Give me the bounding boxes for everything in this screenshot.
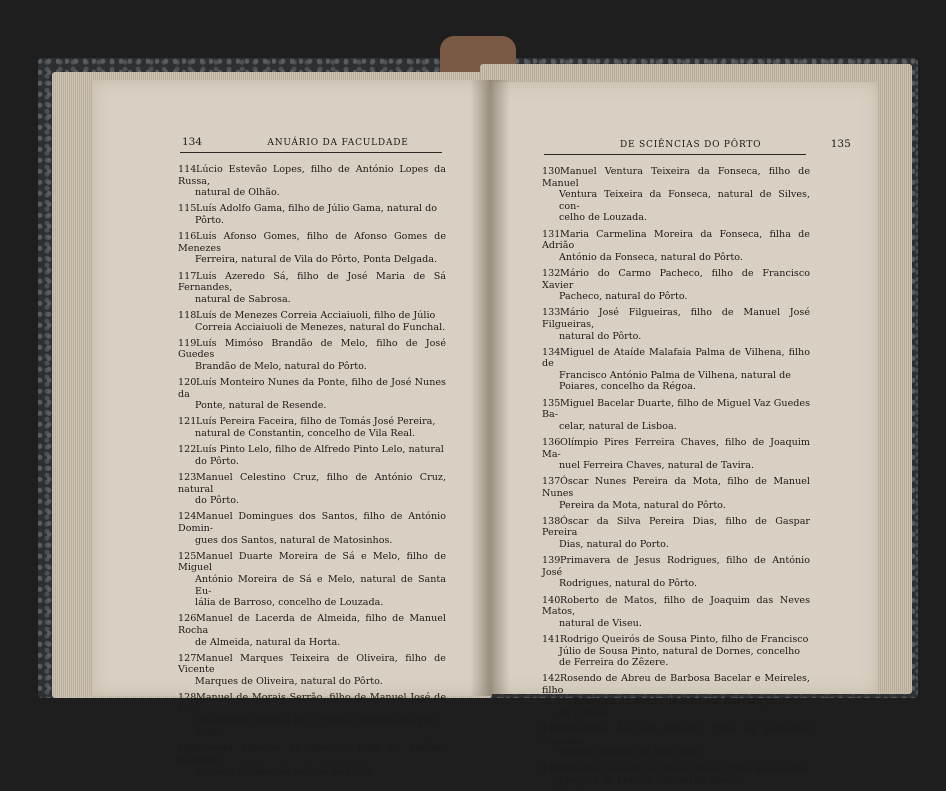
entry-first-line: [542, 229, 810, 252]
entry-text: Maria Carmelina Moreira da Fonseca, filha de Adrião: [542, 228, 810, 252]
entry-continuation-line: Real.: [195, 726, 220, 738]
student-entry: [178, 203, 446, 226]
entry-continuation-line: Ferreira, natural de Vila do Pôrto, Ponta Delgada.: [195, 254, 438, 266]
entry-continuation-line: Pereira da Mota, natural do Pôrto.: [559, 499, 726, 511]
entry-text: Miguel Bacelar Duarte, filho de Miguel Vaz Guedes Ba-: [542, 397, 810, 421]
entry-first-line: [178, 231, 446, 254]
entry-first-line: [178, 613, 446, 636]
entry-text: Sebastião Augusto Ribeiro, filho de Jerónimo Augusto: [542, 724, 810, 747]
entry-first-line: [542, 673, 810, 696]
entry-number: 129: [178, 743, 197, 755]
entry-number: 114: [178, 164, 197, 175]
student-entry: [178, 444, 446, 467]
entry-continuation-line: António Moreira de Sá e Melo, natural de Santa Eu-: [195, 573, 446, 597]
entry-number: 137: [542, 476, 561, 488]
entry-text: Rosendo de Abreu de Barbosa Bacelar e Meireles, filho: [542, 673, 810, 696]
entry-number: 127: [178, 652, 197, 664]
student-entry: [542, 516, 810, 551]
entry-continuation-line: nuel Ferreira Chaves, natural de Tavira.: [559, 460, 755, 472]
entry-number: 120: [178, 377, 197, 389]
entry-first-line: [542, 764, 810, 776]
entry-continuation-line: Moreira do Amaral, natural do Pôrto.: [195, 766, 376, 778]
entry-continuation-line: de Lisboa.: [559, 708, 609, 720]
entry-text: Manuel Moreira do Amaral, filho de António Augusto: [178, 743, 446, 766]
entry-text: Luís Mimóso Brandão de Melo, filho de José Guedes: [178, 337, 446, 361]
student-entry: [542, 724, 810, 759]
right-header-rule: [544, 154, 806, 155]
entry-first-line: [542, 268, 810, 291]
entry-continuation-line: Ventura Teixeira da Fonseca, natural de Silves, con-: [559, 189, 810, 212]
entry-text: Primavera de Jesus Rodrigues, filho de António José: [542, 555, 810, 578]
entry-number: 131: [542, 228, 561, 240]
entry-first-line: [178, 271, 446, 294]
entry-number: 115: [178, 203, 197, 215]
entry-continuation-line: Brandão de Melo, natural do Pôrto.: [195, 360, 367, 372]
entry-text: Mário do Carmo Pacheco, filho de Francisco Xavier: [542, 267, 810, 291]
student-entry: [178, 310, 446, 333]
entry-continuation-line: natural de Constantin, concelho de Vila Real.: [195, 428, 416, 440]
entry-continuation-line: gues dos Santos, natural de Matosinhos.: [195, 534, 393, 546]
entry-continuation-line: António da Fonseca, natural do Pôrto.: [559, 251, 743, 263]
entry-continuation-line: Marques de Oliveira, natural do Pôrto.: [195, 675, 383, 687]
entry-number: 142: [542, 673, 561, 685]
left-header-rule: [180, 152, 442, 153]
left-page: [92, 80, 490, 778]
student-entry: [542, 307, 810, 342]
student-entry: [542, 555, 810, 590]
entry-first-line: [178, 338, 446, 361]
student-entry: [178, 551, 446, 609]
entry-first-line: [178, 444, 446, 456]
entry-first-line: [178, 164, 446, 187]
entry-number: 144: [542, 763, 561, 775]
entry-number: 132: [542, 267, 561, 279]
entry-text: Serafim Joaquim de Morais Júnior, filho de Serafim: [560, 763, 808, 775]
student-entry: [178, 164, 446, 199]
entry-number: 136: [542, 437, 561, 449]
student-entry: [542, 268, 810, 303]
entry-text: Manuel de Morais Serrão, filho de Manuel José de Mo-: [178, 692, 446, 715]
entry-text: Luís Pereira Faceira, filho de Tomás José Pereira,: [196, 416, 436, 428]
left-running-head: [182, 136, 409, 148]
entry-number: 128: [178, 692, 197, 704]
entry-number: 117: [178, 270, 197, 282]
entry-continuation-line: natural de Olhão.: [195, 187, 280, 199]
entry-continuation-line: Ponte, natural de Resende.: [195, 400, 327, 412]
entry-number: 116: [178, 231, 197, 243]
entry-number: 126: [178, 613, 197, 625]
student-entry: [542, 437, 810, 472]
student-entry: [178, 416, 446, 439]
student-entry: [178, 377, 446, 412]
entry-text: Luís Monteiro Nunes da Ponte, filho de José Nunes da: [178, 377, 446, 400]
entry-first-line: [542, 724, 810, 747]
student-entry: [542, 229, 810, 264]
entry-first-line: [542, 555, 810, 578]
entry-continuation-line: Pôrto.: [195, 214, 224, 226]
entry-number: 139: [542, 555, 561, 567]
student-entry: [178, 692, 446, 738]
student-entry: [542, 166, 810, 224]
entry-continuation-line: Rodrigues, natural do Pôrto.: [559, 578, 698, 590]
entry-first-line: [178, 551, 446, 574]
entry-first-line: [178, 472, 446, 495]
left-page-number: 134: [182, 136, 203, 148]
entry-number: 133: [542, 307, 561, 319]
student-entry: [178, 271, 446, 306]
entry-number: 119: [178, 337, 197, 349]
student-entry: [178, 472, 446, 507]
entry-continuation-line: Ribeiro, natural de Vila Real.: [559, 747, 701, 759]
entry-first-line: [542, 437, 810, 460]
entry-continuation-line: rais Serrão, natural de S. Pedro, concelho de Vila: [195, 715, 436, 727]
student-entry: [542, 673, 810, 719]
entry-text: Óscar Nunes Pereira da Mota, filho de Manuel Nunes: [542, 476, 810, 499]
entry-number: 140: [542, 594, 561, 606]
entry-continuation-line: natural de Viseu.: [559, 617, 642, 629]
student-entry: [542, 634, 810, 669]
entry-first-line: [178, 743, 446, 766]
student-entry: [542, 764, 810, 787]
entry-number: 138: [542, 515, 561, 527]
entry-continuation-line: natural de Sabrosa.: [195, 293, 291, 305]
entry-text: Roberto de Matos, filho de Joaquim das Neves Matos,: [542, 594, 810, 618]
entry-text: Manuel de Lacerda de Almeida, filho de Manuel Rocha: [178, 613, 446, 636]
entry-first-line: [542, 166, 810, 189]
right-entry-list: [542, 166, 810, 791]
entry-text: Manuel Domingues dos Santos, filho de António Domin-: [178, 511, 446, 534]
entry-continuation-line: Júlio de Sousa Pinto, natural de Dornes, concelho: [559, 645, 801, 657]
entry-number: 123: [178, 472, 197, 483]
student-entry: [178, 743, 446, 778]
entry-continuation-line: celar, natural de Lisboa.: [559, 420, 677, 432]
entry-number: 130: [542, 166, 561, 177]
entry-text: Manuel Ventura Teixeira da Fonseca, filho de Manuel: [542, 166, 810, 189]
entry-first-line: [178, 653, 446, 676]
entry-number: 141: [542, 633, 561, 645]
student-entry: [542, 595, 810, 630]
entry-text: Luís Adolfo Gama, filho de Júlio Gama, natural do: [196, 203, 438, 215]
entry-text: Manuel Duarte Moreira de Sá e Melo, filho de Miguel: [178, 550, 446, 574]
student-entry: [178, 653, 446, 688]
entry-continuation-line: de Almeida, natural da Horta.: [195, 636, 341, 648]
entry-first-line: [542, 595, 810, 618]
entry-text: Miguel de Ataíde Malafaia Palma de Vilhena, filho de: [542, 346, 810, 370]
entry-first-line: [178, 377, 446, 400]
entry-number: 121: [178, 416, 197, 428]
left-entry-list: [178, 164, 446, 782]
entry-number: 135: [542, 397, 561, 409]
entry-continuation-line: lália de Barroso, concelho de Louzada.: [195, 597, 384, 609]
right-running-head: [620, 138, 851, 150]
entry-continuation-line: Francisco António Palma de Vilhena, natural de: [559, 369, 791, 381]
entry-first-line: [542, 516, 810, 539]
student-entry: [178, 338, 446, 373]
entry-text: Lúcio Estevão Lopes, filho de António Lopes da Russa,: [178, 164, 446, 187]
entry-text: Manuel Marques Teixeira de Oliveira, filho de Vicente: [178, 652, 446, 676]
entry-text: Manuel Celestino Cruz, filho de António Cruz, natural: [178, 472, 446, 495]
student-entry: [178, 511, 446, 546]
entry-continuation-line: do Pôrto.: [195, 455, 239, 467]
entry-number: 122: [178, 444, 197, 456]
entry-first-line: [542, 634, 810, 646]
entry-number: 124: [178, 511, 197, 523]
entry-first-line: [178, 310, 446, 322]
entry-continuation-line: Poiares, concelho da Régoa.: [559, 381, 696, 393]
entry-text: Luís de Menezes Correia Acciaiuoli, filho de Júlio: [196, 309, 436, 321]
entry-text: Óscar da Silva Pereira Dias, filho de Gaspar Pereira: [542, 515, 810, 539]
student-entry: [178, 613, 446, 648]
entry-continuation-line: Joaquim de Morais, natural do Pôrto.: [559, 775, 740, 787]
entry-number: 125: [178, 550, 197, 562]
entry-text: Luís Pinto Lelo, filho de Alfredo Pinto Lelo, natural: [196, 444, 444, 456]
entry-first-line: [178, 692, 446, 715]
entry-text: Rodrigo Queirós de Sousa Pinto, filho de Francisco: [560, 633, 809, 645]
entry-first-line: [178, 416, 446, 428]
entry-continuation-line: Dias, natural do Porto.: [559, 538, 669, 550]
student-entry: [542, 476, 810, 511]
book-gutter: [470, 80, 510, 696]
entry-number: 143: [542, 724, 561, 736]
entry-continuation-line: do Pôrto.: [195, 495, 239, 507]
entry-first-line: [542, 476, 810, 499]
entry-text: Olímpio Pires Ferreira Chaves, filho de Joaquim Ma-: [542, 437, 810, 460]
entry-first-line: [542, 347, 810, 370]
entry-first-line: [178, 511, 446, 534]
entry-first-line: [542, 398, 810, 421]
left-running-title: ANUÁRIO DA FACULDADE: [267, 138, 409, 148]
entry-continuation-line: Correia Acciaiuoli de Menezes, natural do Funchal.: [195, 321, 446, 333]
entry-number: 134: [542, 346, 561, 358]
right-page-number: 135: [830, 138, 851, 150]
entry-first-line: [178, 203, 446, 215]
right-page: [490, 82, 878, 787]
entry-text: Luís Azeredo Sá, filho de José Maria de Sá Fernandes,: [178, 270, 446, 294]
student-entry: [542, 347, 810, 393]
entry-continuation-line: de Rosendo de Abreu de Barbosa Bacelar, natural: [559, 696, 802, 708]
entry-continuation-line: natural do Pôrto.: [559, 330, 642, 342]
student-entry: [542, 398, 810, 433]
entry-text: Mário José Filgueiras, filho de Manuel José Filgueiras,: [542, 307, 810, 330]
entry-continuation-line: Pacheco, natural do Pôrto.: [559, 291, 688, 303]
entry-first-line: [542, 307, 810, 330]
entry-text: Luís Afonso Gomes, filho de Afonso Gomes de Menezes: [178, 231, 446, 254]
entry-number: 118: [178, 309, 197, 321]
right-running-title: DE SCIÊNCIAS DO PÔRTO: [620, 140, 762, 150]
student-entry: [178, 231, 446, 266]
entry-continuation-line: de Ferreira do Zêzere.: [559, 657, 669, 669]
entry-continuation-line: celho de Louzada.: [559, 212, 648, 224]
